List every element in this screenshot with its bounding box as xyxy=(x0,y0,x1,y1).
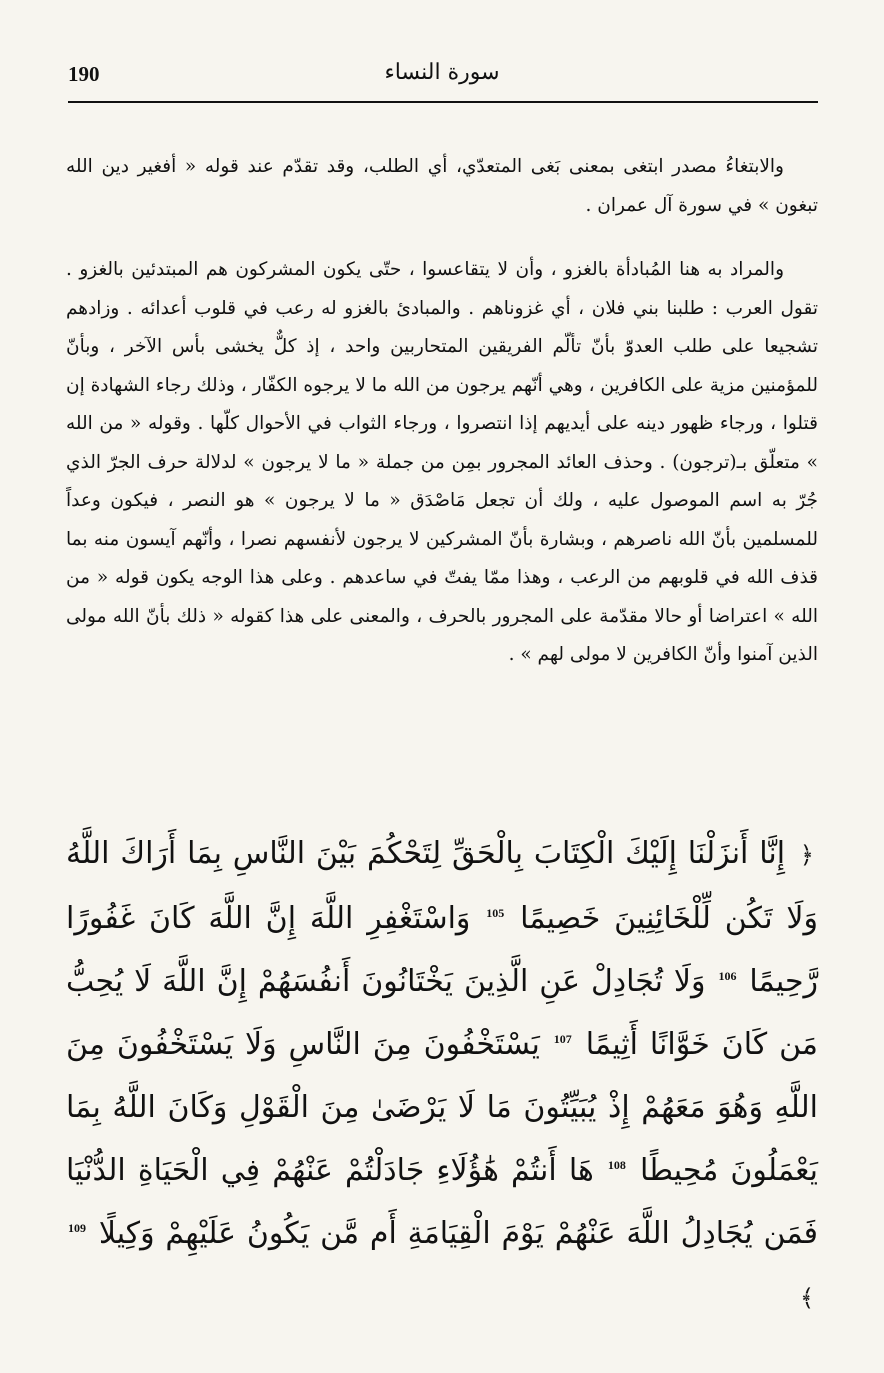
verse-number-105: 105 xyxy=(486,906,505,920)
verse-107: وَلَا تُجَادِلْ عَنِ الَّذِينَ يَخْتَانُونَ أَنفُسَهُمْ إِنَّ اللَّهَ لَا يُحِبُّ مَن كَانَ خَوَّانًا أَثِيمًا xyxy=(66,964,818,1062)
close-ornament: ﴾ xyxy=(799,1284,814,1312)
commentary-paragraph-2 xyxy=(66,251,818,675)
verse-number-109: 109 xyxy=(68,1221,86,1235)
page-number: 190 xyxy=(68,62,100,86)
verses-text xyxy=(66,822,818,1330)
header-rule xyxy=(68,101,818,103)
commentary-text: والابتغاءُ مصدر ابتغى بمعنى بَغى المتعدّي، أي الطلب، وقد تقدّم عند قوله « أفغير دين الله تبغون » في سورة آل عمران . xyxy=(66,156,818,216)
page-header xyxy=(68,58,816,94)
verse-106: وَاسْتَغْفِرِ اللَّهَ إِنَّ اللَّهَ كَانَ غَفُورًا رَّحِيمًا xyxy=(66,901,818,999)
commentary-paragraph-1 xyxy=(66,148,818,225)
commentary-text: والمراد به هنا المُبادأة بالغزو ، وأن لا يتقاعسوا ، حتّى يكون المشركون هم المبتدئين بالغزو . تقول العرب : طلبنا بني فلان ، أي غزوناهم . والمبادئ بالغزو له رعب في قلوب أعدائه . وزادهم تشجيعا على طلب العدوّ بأنّ تألّم الفريقين المتحاربين واحد ، إذ كلٌّ يخشى بأس الآخر ، وبأنّ للمؤمنين مزية على الكافرين ، وهي أنّهم يرجون من الله ما لا يرجوه الكفّار ، وذلك رجاء الشهادة إن قتلوا ، ورجاء ظهور دينه على أيديهم إذا انتصروا ، ورجاء الثواب في الأحوال كلّها . وقوله « من الله » متعلّق بـ(ترجون) . وحذف العائد المجرور بمِن من جملة « ما لا يرجون » لدلالة حرف الجرّ الذي جُرّ به اسم الموصول عليه ، ولك أن تجعل مَاصْدَق « ما لا يرجون » هو النصر ، فيكون وعداً للمسلمين بأنّ الله ناصرهم ، وبشارة بأنّ المشركين لا يرجون لأنفسهم نصرا ، وأنّهم آيسون منه بما قذف الله في قلوبهم من الرعب ، وهذا ممّا يفتّ في ساعدهم . وعلى هذا الوجه يكون قوله « من الله » اعتراضا أو حالا مقدّمة على المجرور بالحرف ، والمعنى على هذا كقوله « ذلك بأنّ الله مولى الذين آمنوا وأنّ الكافرين لا مولى لهم » . xyxy=(66,259,818,665)
verse-number-107: 107 xyxy=(553,1032,572,1046)
verse-109: هَا أَنتُمْ هَٰؤُلَاءِ جَادَلْتُمْ عَنْهُمْ فِي الْحَيَاةِ الدُّنْيَا فَمَن يُجَادِلُ اللَّهَ عَنْهُمْ يَوْمَ الْقِيَامَةِ أَم مَّن يَكُونُ عَلَيْهِمْ وَكِيلًا xyxy=(66,1153,818,1251)
running-title: سورة النساء xyxy=(384,60,500,85)
verse-105: إِنَّا أَنزَلْنَا إِلَيْكَ الْكِتَابَ بِالْحَقِّ لِتَحْكُمَ بَيْنَ النَّاسِ بِمَا أَرَاكَ اللَّهُ وَلَا تَكُن لِّلْخَائِنِينَ خَصِيمًا xyxy=(66,836,818,936)
verse-108: يَسْتَخْفُونَ مِنَ النَّاسِ وَلَا يَسْتَخْفُونَ مِنَ اللَّهِ وَهُوَ مَعَهُمْ إِذْ يُبَيِّتُونَ مَا لَا يَرْضَىٰ مِنَ الْقَوْلِ وَكَانَ اللَّهُ بِمَا يَعْمَلُونَ مُحِيطًا xyxy=(66,1027,819,1188)
open-ornament: ﴿ xyxy=(799,841,814,869)
verse-number-106: 106 xyxy=(718,969,737,983)
verse-number-108: 108 xyxy=(607,1158,626,1172)
quran-verses-block xyxy=(66,822,818,1330)
